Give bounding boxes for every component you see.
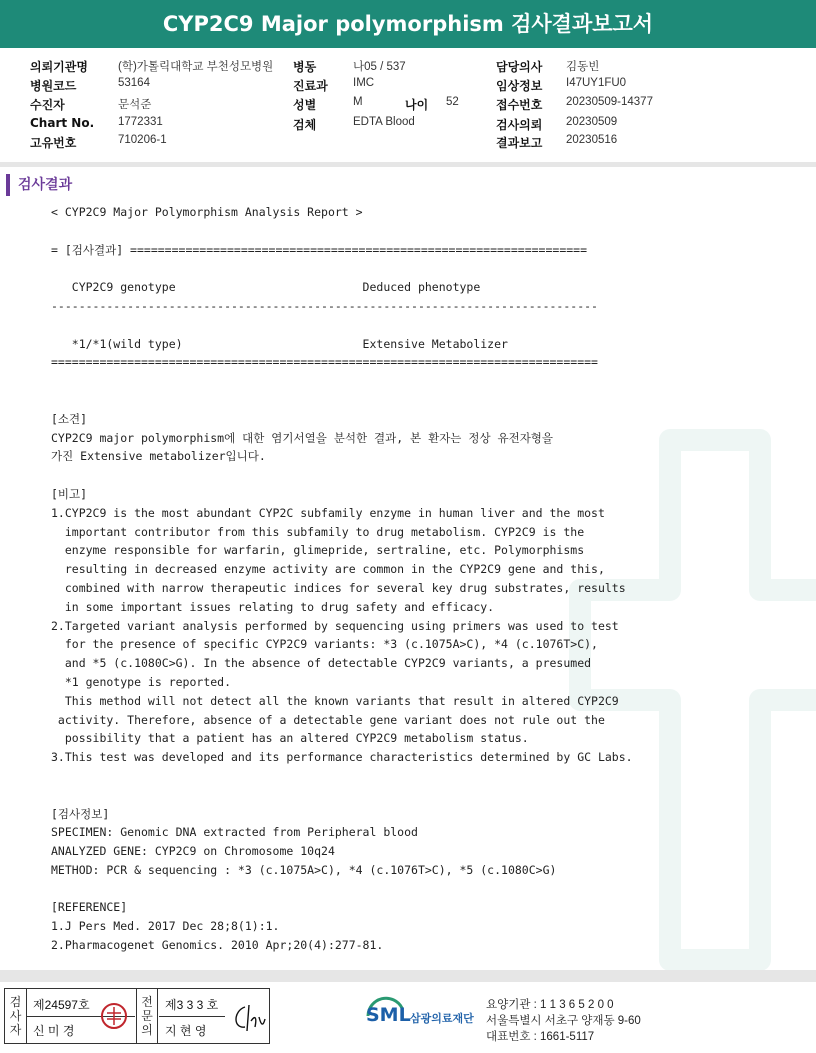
- tester-name: 신 미 경: [33, 1024, 75, 1038]
- sex-value: M: [353, 96, 363, 108]
- chart-label: Chart No.: [30, 116, 95, 130]
- clinical-value: I47UY1FU0: [566, 77, 627, 89]
- hospital-code-value: 53164: [118, 77, 150, 89]
- tester-number: 제24597호: [33, 998, 90, 1012]
- specimen-value: EDTA Blood: [353, 116, 415, 128]
- header-divider: [0, 162, 816, 167]
- org-code: 요양기관 : 1 1 3 6 5 2 0 0: [486, 999, 614, 1011]
- age-label: 나이: [405, 98, 429, 112]
- ward-value: 나05 / 537: [353, 61, 406, 73]
- specialist-name: 지 현 영: [165, 1024, 207, 1038]
- institution-value: (학)가톨릭대학교 부천성모병원: [118, 61, 274, 73]
- report-body: < CYP2C9 Major Polymorphism Analysis Report > = [검사결과] ================================================================== CYP2C9 genotype Deduced phenotype ------------------------------------------------------------------------------- *1/*1(wild type) Extensive Metabolizer =============================================================================== [소견] CYP2C9 major polymorphism에 대한 염기서열을 분석한 결과, 본 환자는 정상 유전자형을 가진 Extensive metabolizer입니다. [비고] 1.CYP2C9 is the most abundant CYP2C subfamily enzyme in human liver and the most important contributor from this subfamily to drug metabolism. CYP2C9 is the enzyme responsible for warfarin, glimepride, sertraline, etc. Polymorphisms resulting in decreased enzyme activity are common in the CYP2C9 gene and this, combined with narrow therapeutic indices for several key drug substrates, results in some important issues relating to drug safety and efficacy. 2.Targeted variant analysis performed by sequencing using primers was used to test for the presence of specific CYP2C9 variants: *3 (c.1075A>C), *4 (c.1076T>C), and *5 (c.1080C>G). In the absence of detectable CYP2C9 variants, a presumed *1 genotype is reported. This method will not detect all the known variants that result in altered CYP2C9 activity. Therefore, absence of a detectable gene variant does not rule out the possibility that a patient has an altered CYP2C9 metabolism status. 3.This test was developed and its performance characteristics determined by GC Labs. [검사정보] SPECIMEN: Genomic DNA extracted from Peripheral blood ANALYZED GENE: CYP2C9 on Chromosome 10q24 METHOD: PCR & sequencing : *3 (c.1075A>C), *4 (c.1076T>C), *5 (c.1080C>G) [REFERENCE] 1.J Pers Med. 2017 Dec 28;8(1):1. 2.Pharmacogenet Genomics. 2010 Apr;20(4):277-81.: [51, 205, 633, 953]
- tester-seal-icon: [99, 1001, 129, 1031]
- report-title: CYP2C9 Major polymorphism 검사결과보고서: [0, 0, 816, 48]
- org-name: 삼광의료재단: [410, 1012, 474, 1025]
- dept-value: IMC: [353, 77, 375, 89]
- sex-label: 성별: [293, 98, 317, 112]
- age-value: 52: [446, 96, 459, 108]
- receipt-value: 20230509-14377: [566, 96, 653, 108]
- institution-label: 의뢰기관명: [30, 60, 88, 74]
- footer-divider: [0, 970, 816, 982]
- patient-label: 수진자: [30, 98, 65, 112]
- request-label: 검사의뢰: [496, 118, 543, 132]
- patient-value: 문석준: [118, 99, 152, 111]
- org-phone: 대표번호 : 1661-5117: [486, 1031, 595, 1043]
- hospital-code-label: 병원코드: [30, 79, 77, 93]
- section-title: 검사결과: [6, 174, 72, 196]
- unique-label: 고유번호: [30, 136, 77, 150]
- specimen-label: 검체: [293, 118, 317, 132]
- clinical-label: 임상정보: [496, 79, 543, 93]
- dept-label: 진료과: [293, 79, 328, 93]
- specialist-number: 제3 3 3 호: [165, 998, 219, 1012]
- logo-text: SML: [366, 1004, 411, 1026]
- request-value: 20230509: [566, 116, 618, 128]
- org-address: 서울특별시 서초구 양재동 9-60: [486, 1015, 641, 1027]
- tester-label: 검사자: [5, 989, 27, 1043]
- signature-icon: [227, 997, 267, 1037]
- unique-value: 710206-1: [118, 134, 167, 146]
- receipt-label: 접수번호: [496, 98, 543, 112]
- report-date-label: 결과보고: [496, 136, 543, 150]
- chart-value: 1772331: [118, 116, 163, 128]
- doctor-label: 담당의사: [496, 60, 543, 74]
- signature-box: [4, 988, 270, 1044]
- patient-info-header: [0, 48, 816, 158]
- doctor-value: 김동빈: [566, 61, 600, 73]
- ward-label: 병동: [293, 60, 317, 74]
- report-date-value: 20230516: [566, 134, 618, 146]
- specialist-label: 전문의: [136, 989, 158, 1043]
